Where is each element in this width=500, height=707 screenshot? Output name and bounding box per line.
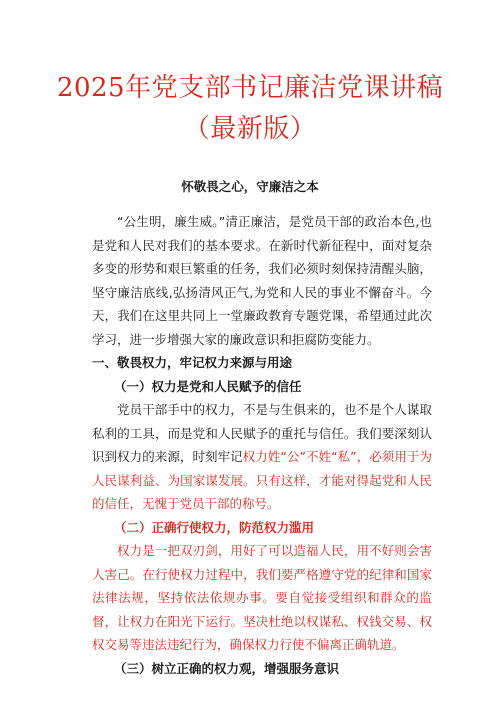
subsection-1-text: 党员干部手中的权力，不是与生俱来的，也不是个人谋取私利的工具，而是党和人民赋予的重托与信任。我们要深刻认识到权力的来源，时刻牢记 [92,402,432,464]
subsection-2-paragraph: 权力是一把双刃剑，用好了可以造福人民，用不好则会害人害己。在行使权力过程中，我们要严格遵守党的纪律和国家法律法规，坚持依法依规办事。要自觉接受组织和群众的监督，让权力在阳光下运行。坚决杜绝以权谋私、权钱交易、权权交易等违法违纪行为，确保权力行使不偏离正确轨道。 [92,543,432,652]
subsection-heading-2: （二）正确行使权力，防范权力滥用 [114,519,315,535]
document-title: 2025年党支部书记廉洁党课讲稿 [56,73,444,103]
document-body [92,210,432,680]
section-heading-1: 一、敬畏权力，牢记权力来源与用途 [92,355,293,370]
document-title-edition: （最新版） [183,114,317,144]
intro-paragraph: “公生明，廉生威。”清正廉洁，是党员干部的政治本色,也是党和人民对我们的基本要求。在新时代新征程中，面对复杂多变的形势和艰巨繁重的任务，我们必须时刻保持清醒头脑，坚守廉洁底线,弘扬清风正气,为党和人民的事业不懈奋斗。今天，我们在这里共同上一堂廉政教育专题党课，希望通过此次学习，进一步增强大家的廉政意识和拒腐防变能力。 [92,214,432,347]
subsection-1-paragraph [92,398,432,516]
subsection-1-highlight: 权力姓“公”不姓“私”，必须用于为人民谋利益、为国家谋发展。只有这样，才能对得起党和人民的信任，无愧于党员干部的称号。 [92,449,432,511]
document-subtitle: 怀敬畏之心，守廉洁之本 [181,179,319,194]
subsection-heading-1: （一）权力是党和人民赋予的信任 [114,378,302,394]
subsection-heading-3: （三）树立正确的权力观，增强服务意识 [114,660,340,676]
